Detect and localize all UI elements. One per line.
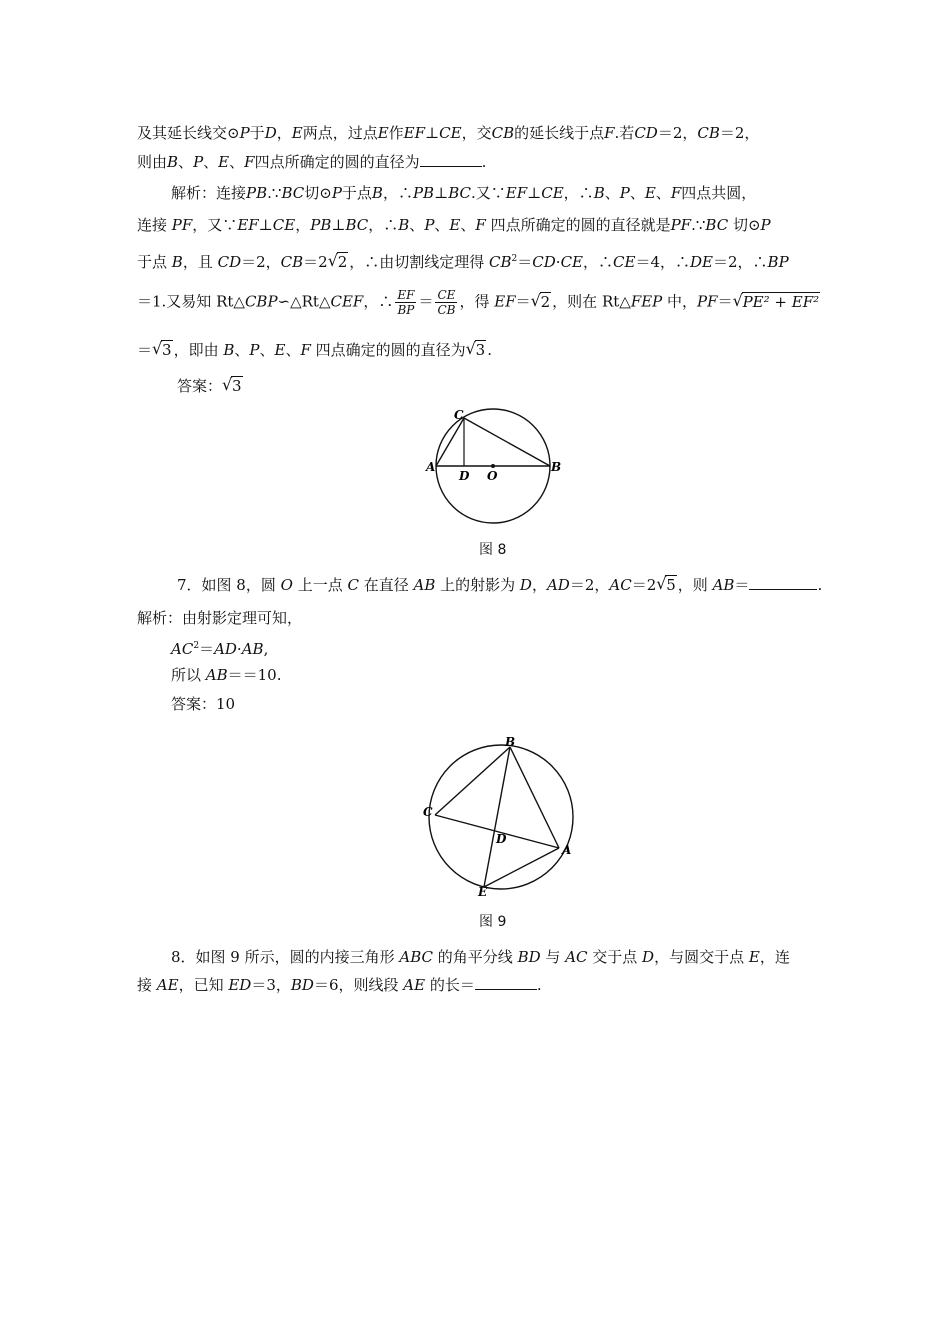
- label-d: D: [459, 469, 470, 483]
- label-e: E: [478, 885, 488, 897]
- label-c: C: [423, 805, 433, 819]
- solution-line-4: ＝1.又易知 Rt△CBP∽△Rt△CEF，∴ $\frac{EF}{BP}$ ＝ $\frac{CE}{CB}$ ，得 EF＝√ 2 ，则在 Rt△FEP 中，PF＝√ PE² + EF²: [137, 288, 821, 317]
- answer-blank: [475, 975, 537, 990]
- sqrt-symbol: √ 2: [531, 291, 552, 313]
- solution-line-3: 于点 B，且 CD＝2，CB＝2√ 2 ，∴由切割线定理得 $CB^2=CD\cdot CE$，∴CE＝4，∴DE＝2，∴BP: [137, 248, 789, 273]
- segment-be: [484, 747, 510, 887]
- center-point: [491, 464, 495, 468]
- segment-ae: [484, 848, 559, 887]
- problem-7-answer: 答案：10: [171, 695, 236, 713]
- problem-7-line-1: 7．如图 8，圆 O 上一点 C 在直径 AB 上的射影为 D，AD＝2，AC＝2√ 5 ，则 AB＝ .: [177, 574, 822, 596]
- prev-problem-line-1: 及其延长线交⊙P于D，E两点，过点E作EF⊥CE，交CB的延长线于点F.若CD＝2，CB＝2，: [137, 124, 760, 142]
- fraction-ef-bp: $\frac{EF}{BP}$: [397, 288, 415, 317]
- prev-problem-line-2: 则由B、P、E、F四点所确定的圆的直径为 .: [137, 153, 487, 171]
- sqrt-symbol: √ 2: [328, 251, 349, 273]
- label-o: O: [487, 469, 498, 483]
- sqrt-symbol: √ 3: [222, 375, 243, 397]
- solution-line-5: ＝√ 3 ，即由 B、P、E、F 四点确定的圆的直径为√ 3 .: [137, 339, 492, 361]
- label-b: B: [551, 460, 562, 474]
- label-a: A: [426, 460, 436, 474]
- fraction-ce-cb: $\frac{CE}{CB}$: [437, 288, 456, 317]
- segment-ba: [510, 747, 559, 848]
- problem-7-solution-3: 所以 AB＝＝10.: [171, 666, 282, 684]
- segment-ac: [436, 418, 464, 466]
- circle: [429, 745, 573, 889]
- segment-cb: [464, 418, 550, 466]
- problem-7-solution-1: 解析：由射影定理可知，: [137, 609, 303, 627]
- figure-9: [418, 735, 583, 897]
- answer-blank: [420, 152, 482, 167]
- sqrt-symbol: √ PE² + EF²: [733, 291, 821, 313]
- solution-line-1: 解析：连接PB.∵BC切⊙P于点B，∴PB⊥BC.又∵EF⊥CE，∴B、P、E、F四点共圆，: [171, 184, 757, 202]
- figure-8-caption: 图 8: [479, 542, 507, 558]
- problem-8-line-2: 接 AE，已知 ED＝3，BD＝6，则线段 AE 的长＝ .: [137, 976, 542, 994]
- problem-8-line-1: 8．如图 9 所示，圆的内接三角形 ABC 的角平分线 BD 与 AC 交于点 D，与圆交于点 E，连: [171, 948, 790, 966]
- label-a: A: [562, 843, 572, 857]
- label-b: B: [505, 735, 516, 749]
- label-d: D: [496, 832, 507, 846]
- sqrt-symbol: √ 5: [656, 574, 677, 596]
- label-c: C: [454, 408, 464, 422]
- figure-8: [420, 404, 570, 530]
- sqrt-symbol: √ 3: [152, 339, 173, 361]
- solution-answer: 答案：√ 3: [177, 375, 244, 397]
- sqrt-symbol: √ 3: [466, 339, 487, 361]
- answer-blank: [749, 575, 817, 590]
- figure-9-caption: 图 9: [479, 914, 507, 930]
- solution-line-2: 连接 PF，又∵EF⊥CE，PB⊥BC，∴B、P、E、F 四点所确定的圆的直径就是PF.∵BC 切⊙P: [137, 216, 771, 234]
- problem-7-solution-2: $AC^2=AD\cdot AB$,: [171, 640, 269, 658]
